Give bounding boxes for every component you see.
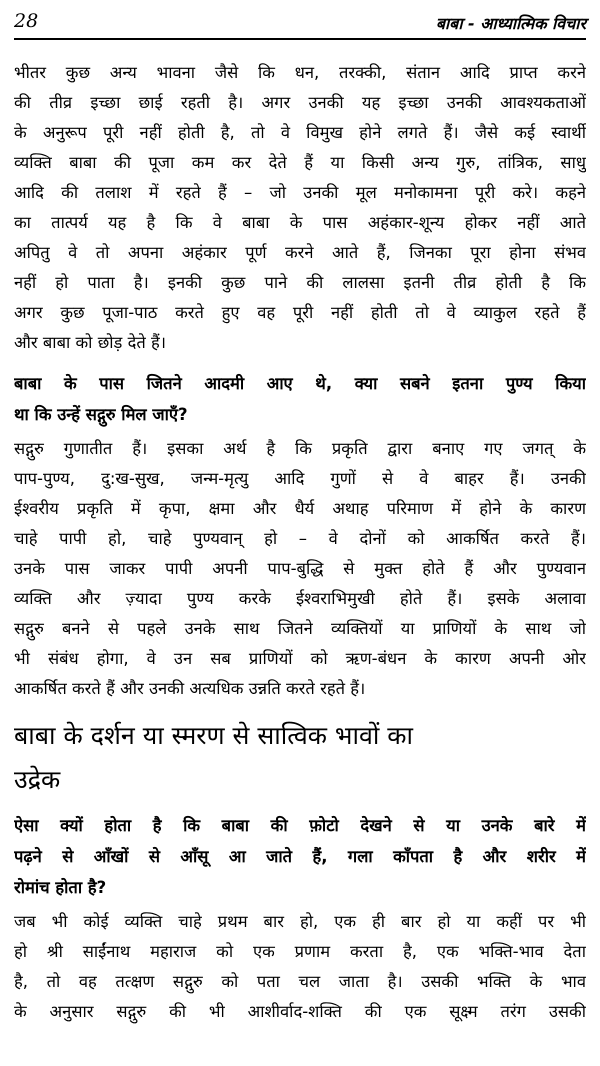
text-line: हो श्री साईंनाथ महाराज को एक प्रणाम करता है, एक भक्ति-भाव देता	[14, 942, 586, 961]
text-line: व्यक्ति और ज़्यादा पुण्य करके ईश्वराभिमुखी होते हैं। इसके अलावा	[14, 589, 586, 608]
page-header	[14, 8, 586, 40]
text-line: नहीं हो पाता है। इनकी कुछ पाने की लालसा इतनी तीव्र होती है कि	[14, 273, 586, 292]
text-line: व्यक्ति बाबा की पूजा कम कर देते हैं या किसी अन्य गुरु, तांत्रिक, साधु	[14, 153, 586, 172]
paragraph-3	[14, 907, 586, 1027]
text-line: अपितु वे तो अपना अहंकार पूर्ण करने आते हैं, जिनका पूरा होना संभव	[14, 243, 586, 262]
text-line: का तात्पर्य यह है कि वे बाबा के पास अहंकार-शून्य होकर नहीं आते	[14, 213, 586, 232]
text-line: था कि उन्हें सद्गुरु मिल जाएँ?	[14, 405, 188, 424]
page-body	[14, 58, 586, 1027]
text-line: की तीव्र इच्छा छाई रहती है। अगर उनकी यह इच्छा उनकी आवश्यकताओं	[14, 93, 586, 112]
text-line: के अनुसार सद्गुरु की भी आशीर्वाद-शक्ति की एक सूक्ष्म तरंग उसकी	[14, 1002, 586, 1021]
paragraph-2	[14, 434, 586, 704]
text-line: ईश्वरीय प्रकृति में कृपा, क्षमा और धैर्य अथाह परिमाण में होने के कारण	[14, 499, 586, 518]
page-number: 28	[14, 10, 39, 32]
text-line: भी संबंध होगा, वे उन सब प्राणियों को ऋण-बंधन के कारण अपनी ओर	[14, 649, 586, 668]
paragraph-1	[14, 58, 586, 358]
text-line: ऐसा क्यों होता है कि बाबा की फ़ोटो देखने से या उनके बारे में	[14, 816, 586, 835]
text-line: पढ़ने से आँखों से आँसू आ जाते हैं, गला काँपता है और शरीर में	[14, 847, 586, 866]
text-line: उनके पास जाकर पापी अपनी पाप-बुद्धि से मुक्त होते हैं और पुण्यवान	[14, 559, 586, 578]
text-line: पाप-पुण्य, दु:ख-सुख, जन्म-मृत्यु आदि गुणों से वे बाहर हैं। उनकी	[14, 469, 586, 488]
text-line: और बाबा को छोड़ देते हैं।	[14, 333, 167, 352]
text-line: आदि की तलाश में रहते हैं – जो उनकी मूल मनोकामना पूरी करे। कहने	[14, 183, 586, 202]
text-line: बाबा के दर्शन या स्मरण से सात्विक भावों का	[14, 721, 413, 750]
text-line: जब भी कोई व्यक्ति चाहे प्रथम बार हो, एक ही बार हो या कहीं पर भी	[14, 912, 586, 931]
text-line: उद्रेक	[14, 765, 61, 794]
question-1	[14, 368, 586, 430]
text-line: है, तो वह तत्क्षण सद्गुरु को पता चल जाता है। उसकी भक्ति के भाव	[14, 972, 586, 991]
text-line: बाबा के पास जितने आदमी आए थे, क्या सबने इतना पुण्य किया	[14, 374, 586, 393]
text-line: के अनुरूप पूरी नहीं होती है, तो वे विमुख होने लगते हैं। जैसे कई स्वार्थी	[14, 123, 586, 142]
question-2	[14, 810, 586, 903]
text-line: चाहे पापी हो, चाहे पुण्यवान् हो – वे दोनों को आकर्षित करते हैं।	[14, 529, 586, 548]
section-heading	[14, 714, 586, 802]
text-line: भीतर कुछ अन्य भावना जैसे कि धन, तरक्की, संतान आदि प्राप्त करने	[14, 63, 586, 82]
text-line: सद्गुरु गुणातीत हैं। इसका अर्थ है कि प्रकृति द्वारा बनाए गए जगत् के	[14, 439, 586, 458]
text-line: आकर्षित करते हैं और उनकी अत्यधिक उन्नति करते रहते हैं।	[14, 679, 366, 698]
text-line: रोमांच होता है?	[14, 878, 107, 897]
running-title: बाबा - आध्यात्मिक विचार	[435, 14, 586, 33]
text-line: अगर कुछ पूजा-पाठ करते हुए वह पूरी नहीं होती तो वे व्याकुल रहते हैं	[14, 303, 586, 322]
text-line: सद्गुरु बनने से पहले उनके साथ जितने व्यक्तियों या प्राणियों के साथ जो	[14, 619, 586, 638]
